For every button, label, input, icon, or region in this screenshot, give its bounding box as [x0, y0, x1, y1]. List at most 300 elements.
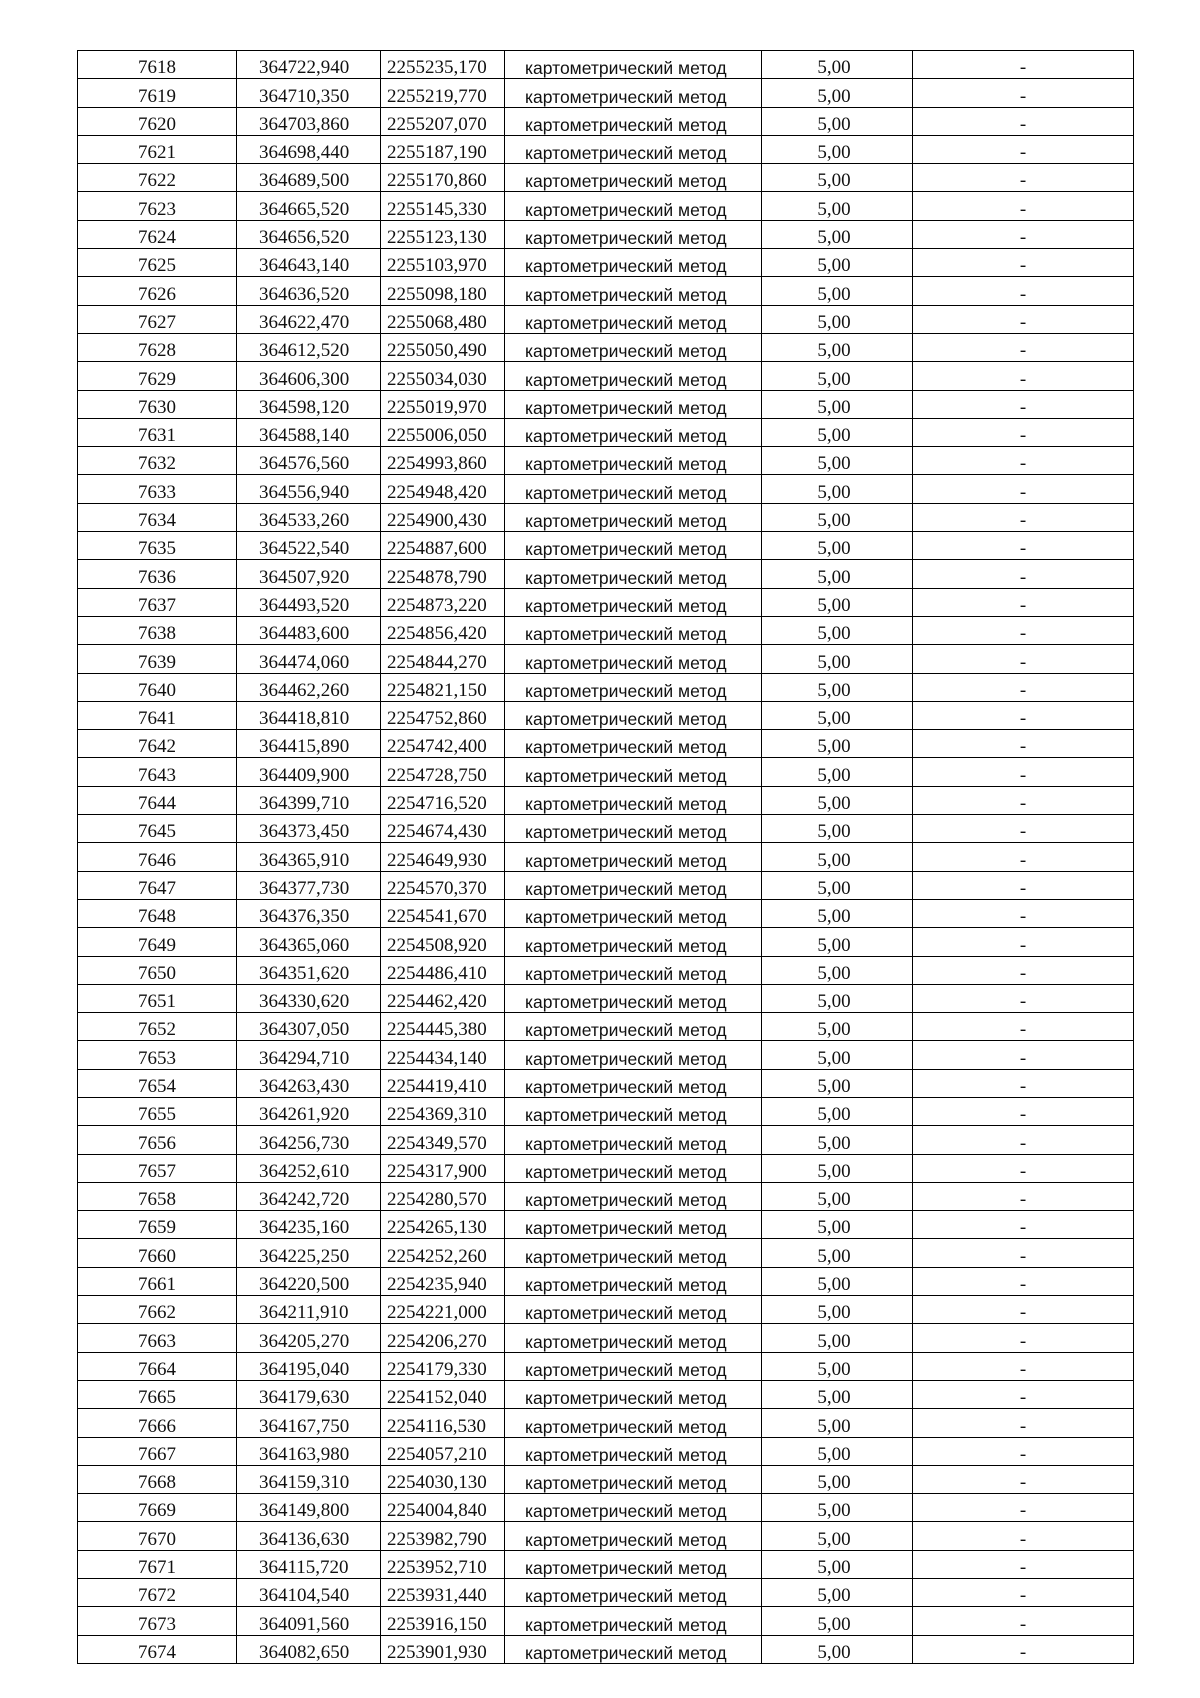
y-coordinate-cell: 2254280,570 [381, 1182, 505, 1210]
error-cell: 5,00 [762, 249, 913, 277]
error-cell: 5,00 [762, 135, 913, 163]
table-row [78, 984, 1134, 1012]
point-number-cell: 7666 [78, 1409, 237, 1437]
x-coordinate-cell: 364365,910 [237, 843, 381, 871]
point-number-cell: 7651 [78, 984, 237, 1012]
x-coordinate-cell: 364082,650 [237, 1635, 381, 1663]
table-row [78, 1013, 1134, 1041]
y-coordinate-cell: 2253952,710 [381, 1550, 505, 1578]
note-cell: - [913, 1069, 1134, 1097]
table-row [78, 1522, 1134, 1550]
x-coordinate-cell: 364351,620 [237, 956, 381, 984]
method-cell: картометрический метод [505, 1522, 762, 1550]
note-cell: - [913, 984, 1134, 1012]
x-coordinate-cell: 364294,710 [237, 1041, 381, 1069]
method-cell: картометрический метод [505, 447, 762, 475]
method-cell: картометрический метод [505, 701, 762, 729]
error-cell: 5,00 [762, 956, 913, 984]
table-row [78, 701, 1134, 729]
error-cell: 5,00 [762, 871, 913, 899]
table-row [78, 616, 1134, 644]
note-cell: - [913, 532, 1134, 560]
method-cell: картометрический метод [505, 1239, 762, 1267]
table-row [78, 730, 1134, 758]
note-cell: - [913, 645, 1134, 673]
method-cell: картометрический метод [505, 1635, 762, 1663]
note-cell: - [913, 249, 1134, 277]
method-cell: картометрический метод [505, 871, 762, 899]
y-coordinate-cell: 2254570,370 [381, 871, 505, 899]
y-coordinate-cell: 2254649,930 [381, 843, 505, 871]
table-row [78, 786, 1134, 814]
method-cell: картометрический метод [505, 1409, 762, 1437]
x-coordinate-cell: 364483,600 [237, 616, 381, 644]
method-cell: картометрический метод [505, 333, 762, 361]
error-cell: 5,00 [762, 333, 913, 361]
x-coordinate-cell: 364522,540 [237, 532, 381, 560]
x-coordinate-cell: 364533,260 [237, 503, 381, 531]
table-row [78, 51, 1134, 79]
point-number-cell: 7659 [78, 1211, 237, 1239]
x-coordinate-cell: 364179,630 [237, 1380, 381, 1408]
y-coordinate-cell: 2255219,770 [381, 79, 505, 107]
point-number-cell: 7631 [78, 418, 237, 446]
note-cell: - [913, 1465, 1134, 1493]
point-number-cell: 7624 [78, 220, 237, 248]
note-cell: - [913, 192, 1134, 220]
table-row [78, 1126, 1134, 1154]
point-number-cell: 7628 [78, 333, 237, 361]
error-cell: 5,00 [762, 843, 913, 871]
method-cell: картометрический метод [505, 1494, 762, 1522]
method-cell: картометрический метод [505, 1013, 762, 1041]
x-coordinate-cell: 364211,910 [237, 1296, 381, 1324]
point-number-cell: 7658 [78, 1182, 237, 1210]
y-coordinate-cell: 2254541,670 [381, 899, 505, 927]
error-cell: 5,00 [762, 1296, 913, 1324]
error-cell: 5,00 [762, 616, 913, 644]
error-cell: 5,00 [762, 1494, 913, 1522]
y-coordinate-cell: 2255187,190 [381, 135, 505, 163]
point-number-cell: 7673 [78, 1607, 237, 1635]
point-number-cell: 7627 [78, 305, 237, 333]
x-coordinate-cell: 364365,060 [237, 928, 381, 956]
method-cell: картометрический метод [505, 815, 762, 843]
y-coordinate-cell: 2254252,260 [381, 1239, 505, 1267]
y-coordinate-cell: 2254873,220 [381, 588, 505, 616]
x-coordinate-cell: 364220,500 [237, 1267, 381, 1295]
table-row [78, 277, 1134, 305]
note-cell: - [913, 1097, 1134, 1125]
error-cell: 5,00 [762, 1607, 913, 1635]
x-coordinate-cell: 364415,890 [237, 730, 381, 758]
y-coordinate-cell: 2254728,750 [381, 758, 505, 786]
table-row [78, 1041, 1134, 1069]
y-coordinate-cell: 2254887,600 [381, 532, 505, 560]
table-row [78, 645, 1134, 673]
method-cell: картометрический метод [505, 51, 762, 79]
x-coordinate-cell: 364507,920 [237, 560, 381, 588]
error-cell: 5,00 [762, 164, 913, 192]
error-cell: 5,00 [762, 899, 913, 927]
note-cell: - [913, 758, 1134, 786]
point-number-cell: 7626 [78, 277, 237, 305]
error-cell: 5,00 [762, 1635, 913, 1663]
x-coordinate-cell: 364409,900 [237, 758, 381, 786]
error-cell: 5,00 [762, 503, 913, 531]
method-cell: картометрический метод [505, 588, 762, 616]
note-cell: - [913, 1211, 1134, 1239]
table-row [78, 447, 1134, 475]
x-coordinate-cell: 364167,750 [237, 1409, 381, 1437]
error-cell: 5,00 [762, 1154, 913, 1182]
table-row [78, 899, 1134, 927]
point-number-cell: 7646 [78, 843, 237, 871]
x-coordinate-cell: 364330,620 [237, 984, 381, 1012]
table-row [78, 1239, 1134, 1267]
error-cell: 5,00 [762, 730, 913, 758]
note-cell: - [913, 1494, 1134, 1522]
note-cell: - [913, 51, 1134, 79]
table-row [78, 249, 1134, 277]
table-row [78, 220, 1134, 248]
point-number-cell: 7622 [78, 164, 237, 192]
note-cell: - [913, 447, 1134, 475]
y-coordinate-cell: 2254179,330 [381, 1352, 505, 1380]
method-cell: картометрический метод [505, 843, 762, 871]
table-row [78, 1296, 1134, 1324]
error-cell: 5,00 [762, 928, 913, 956]
note-cell: - [913, 786, 1134, 814]
error-cell: 5,00 [762, 1324, 913, 1352]
point-number-cell: 7637 [78, 588, 237, 616]
note-cell: - [913, 1409, 1134, 1437]
x-coordinate-cell: 364703,860 [237, 107, 381, 135]
table-row [78, 1182, 1134, 1210]
x-coordinate-cell: 364598,120 [237, 390, 381, 418]
method-cell: картометрический метод [505, 1097, 762, 1125]
point-number-cell: 7670 [78, 1522, 237, 1550]
point-number-cell: 7652 [78, 1013, 237, 1041]
table-row [78, 1154, 1134, 1182]
note-cell: - [913, 899, 1134, 927]
y-coordinate-cell: 2254878,790 [381, 560, 505, 588]
table-row [78, 107, 1134, 135]
y-coordinate-cell: 2254752,860 [381, 701, 505, 729]
table-row [78, 362, 1134, 390]
table-row [78, 503, 1134, 531]
note-cell: - [913, 277, 1134, 305]
error-cell: 5,00 [762, 277, 913, 305]
x-coordinate-cell: 364136,630 [237, 1522, 381, 1550]
note-cell: - [913, 1126, 1134, 1154]
note-cell: - [913, 560, 1134, 588]
error-cell: 5,00 [762, 1437, 913, 1465]
note-cell: - [913, 815, 1134, 843]
table-body [78, 51, 1134, 1664]
x-coordinate-cell: 364636,520 [237, 277, 381, 305]
method-cell: картометрический метод [505, 956, 762, 984]
point-number-cell: 7674 [78, 1635, 237, 1663]
error-cell: 5,00 [762, 1182, 913, 1210]
x-coordinate-cell: 364149,800 [237, 1494, 381, 1522]
error-cell: 5,00 [762, 1465, 913, 1493]
table-row [78, 1097, 1134, 1125]
method-cell: картометрический метод [505, 1324, 762, 1352]
method-cell: картометрический метод [505, 899, 762, 927]
point-number-cell: 7665 [78, 1380, 237, 1408]
x-coordinate-cell: 364698,440 [237, 135, 381, 163]
note-cell: - [913, 362, 1134, 390]
table-row [78, 1211, 1134, 1239]
error-cell: 5,00 [762, 447, 913, 475]
y-coordinate-cell: 2255170,860 [381, 164, 505, 192]
point-number-cell: 7641 [78, 701, 237, 729]
y-coordinate-cell: 2255123,130 [381, 220, 505, 248]
point-number-cell: 7638 [78, 616, 237, 644]
error-cell: 5,00 [762, 532, 913, 560]
table-row [78, 815, 1134, 843]
x-coordinate-cell: 364493,520 [237, 588, 381, 616]
point-number-cell: 7619 [78, 79, 237, 107]
method-cell: картометрический метод [505, 305, 762, 333]
x-coordinate-cell: 364373,450 [237, 815, 381, 843]
table-row [78, 164, 1134, 192]
note-cell: - [913, 843, 1134, 871]
point-number-cell: 7625 [78, 249, 237, 277]
error-cell: 5,00 [762, 220, 913, 248]
point-number-cell: 7636 [78, 560, 237, 588]
y-coordinate-cell: 2253931,440 [381, 1579, 505, 1607]
note-cell: - [913, 1239, 1134, 1267]
x-coordinate-cell: 364474,060 [237, 645, 381, 673]
y-coordinate-cell: 2254462,420 [381, 984, 505, 1012]
x-coordinate-cell: 364418,810 [237, 701, 381, 729]
coordinates-table [77, 50, 1134, 1664]
method-cell: картометрический метод [505, 1069, 762, 1097]
note-cell: - [913, 164, 1134, 192]
error-cell: 5,00 [762, 560, 913, 588]
note-cell: - [913, 701, 1134, 729]
x-coordinate-cell: 364195,040 [237, 1352, 381, 1380]
error-cell: 5,00 [762, 645, 913, 673]
point-number-cell: 7650 [78, 956, 237, 984]
table-row [78, 673, 1134, 701]
x-coordinate-cell: 364225,250 [237, 1239, 381, 1267]
y-coordinate-cell: 2254434,140 [381, 1041, 505, 1069]
method-cell: картометрический метод [505, 673, 762, 701]
x-coordinate-cell: 364163,980 [237, 1437, 381, 1465]
point-number-cell: 7643 [78, 758, 237, 786]
method-cell: картометрический метод [505, 1607, 762, 1635]
table-row [78, 1324, 1134, 1352]
point-number-cell: 7672 [78, 1579, 237, 1607]
error-cell: 5,00 [762, 475, 913, 503]
method-cell: картометрический метод [505, 390, 762, 418]
error-cell: 5,00 [762, 418, 913, 446]
x-coordinate-cell: 364377,730 [237, 871, 381, 899]
y-coordinate-cell: 2255103,970 [381, 249, 505, 277]
y-coordinate-cell: 2254235,940 [381, 1267, 505, 1295]
point-number-cell: 7662 [78, 1296, 237, 1324]
x-coordinate-cell: 364556,940 [237, 475, 381, 503]
x-coordinate-cell: 364091,560 [237, 1607, 381, 1635]
x-coordinate-cell: 364376,350 [237, 899, 381, 927]
y-coordinate-cell: 2255098,180 [381, 277, 505, 305]
note-cell: - [913, 220, 1134, 248]
y-coordinate-cell: 2254716,520 [381, 786, 505, 814]
point-number-cell: 7630 [78, 390, 237, 418]
table-row [78, 1267, 1134, 1295]
y-coordinate-cell: 2254004,840 [381, 1494, 505, 1522]
method-cell: картометрический метод [505, 645, 762, 673]
y-coordinate-cell: 2255034,030 [381, 362, 505, 390]
table-row [78, 390, 1134, 418]
y-coordinate-cell: 2254508,920 [381, 928, 505, 956]
y-coordinate-cell: 2254317,900 [381, 1154, 505, 1182]
method-cell: картометрический метод [505, 192, 762, 220]
error-cell: 5,00 [762, 1550, 913, 1578]
error-cell: 5,00 [762, 1267, 913, 1295]
point-number-cell: 7660 [78, 1239, 237, 1267]
point-number-cell: 7645 [78, 815, 237, 843]
table-row [78, 928, 1134, 956]
table-row [78, 843, 1134, 871]
x-coordinate-cell: 364115,720 [237, 1550, 381, 1578]
note-cell: - [913, 1635, 1134, 1663]
x-coordinate-cell: 364665,520 [237, 192, 381, 220]
error-cell: 5,00 [762, 107, 913, 135]
point-number-cell: 7623 [78, 192, 237, 220]
point-number-cell: 7644 [78, 786, 237, 814]
method-cell: картометрический метод [505, 1154, 762, 1182]
method-cell: картометрический метод [505, 1267, 762, 1295]
note-cell: - [913, 79, 1134, 107]
method-cell: картометрический метод [505, 1126, 762, 1154]
error-cell: 5,00 [762, 1409, 913, 1437]
table-row [78, 1352, 1134, 1380]
point-number-cell: 7654 [78, 1069, 237, 1097]
table-row [78, 532, 1134, 560]
table-row [78, 79, 1134, 107]
y-coordinate-cell: 2254349,570 [381, 1126, 505, 1154]
note-cell: - [913, 503, 1134, 531]
point-number-cell: 7653 [78, 1041, 237, 1069]
method-cell: картометрический метод [505, 1579, 762, 1607]
note-cell: - [913, 305, 1134, 333]
method-cell: картометрический метод [505, 786, 762, 814]
table-row [78, 1607, 1134, 1635]
method-cell: картометрический метод [505, 616, 762, 644]
error-cell: 5,00 [762, 1239, 913, 1267]
point-number-cell: 7669 [78, 1494, 237, 1522]
point-number-cell: 7618 [78, 51, 237, 79]
error-cell: 5,00 [762, 758, 913, 786]
error-cell: 5,00 [762, 1126, 913, 1154]
note-cell: - [913, 928, 1134, 956]
table-row [78, 871, 1134, 899]
note-cell: - [913, 1267, 1134, 1295]
x-coordinate-cell: 364622,470 [237, 305, 381, 333]
y-coordinate-cell: 2254844,270 [381, 645, 505, 673]
point-number-cell: 7656 [78, 1126, 237, 1154]
point-number-cell: 7657 [78, 1154, 237, 1182]
method-cell: картометрический метод [505, 1211, 762, 1239]
note-cell: - [913, 333, 1134, 361]
y-coordinate-cell: 2254742,400 [381, 730, 505, 758]
y-coordinate-cell: 2253916,150 [381, 1607, 505, 1635]
note-cell: - [913, 1352, 1134, 1380]
y-coordinate-cell: 2255235,170 [381, 51, 505, 79]
error-cell: 5,00 [762, 815, 913, 843]
point-number-cell: 7647 [78, 871, 237, 899]
table-row [78, 758, 1134, 786]
y-coordinate-cell: 2254821,150 [381, 673, 505, 701]
point-number-cell: 7635 [78, 532, 237, 560]
y-coordinate-cell: 2254486,410 [381, 956, 505, 984]
y-coordinate-cell: 2255207,070 [381, 107, 505, 135]
x-coordinate-cell: 364242,720 [237, 1182, 381, 1210]
point-number-cell: 7655 [78, 1097, 237, 1125]
error-cell: 5,00 [762, 51, 913, 79]
point-number-cell: 7632 [78, 447, 237, 475]
error-cell: 5,00 [762, 79, 913, 107]
note-cell: - [913, 1041, 1134, 1069]
point-number-cell: 7620 [78, 107, 237, 135]
note-cell: - [913, 1154, 1134, 1182]
y-coordinate-cell: 2254265,130 [381, 1211, 505, 1239]
method-cell: картометрический метод [505, 418, 762, 446]
x-coordinate-cell: 364252,610 [237, 1154, 381, 1182]
method-cell: картометрический метод [505, 475, 762, 503]
note-cell: - [913, 1522, 1134, 1550]
y-coordinate-cell: 2255068,480 [381, 305, 505, 333]
table-row [78, 418, 1134, 446]
method-cell: картометрический метод [505, 928, 762, 956]
method-cell: картометрический метод [505, 220, 762, 248]
table-row [78, 956, 1134, 984]
x-coordinate-cell: 364722,940 [237, 51, 381, 79]
error-cell: 5,00 [762, 1097, 913, 1125]
note-cell: - [913, 475, 1134, 503]
x-coordinate-cell: 364643,140 [237, 249, 381, 277]
note-cell: - [913, 135, 1134, 163]
y-coordinate-cell: 2253901,930 [381, 1635, 505, 1663]
x-coordinate-cell: 364307,050 [237, 1013, 381, 1041]
point-number-cell: 7668 [78, 1465, 237, 1493]
error-cell: 5,00 [762, 305, 913, 333]
note-cell: - [913, 616, 1134, 644]
point-number-cell: 7639 [78, 645, 237, 673]
error-cell: 5,00 [762, 1380, 913, 1408]
y-coordinate-cell: 2254445,380 [381, 1013, 505, 1041]
x-coordinate-cell: 364159,310 [237, 1465, 381, 1493]
y-coordinate-cell: 2255006,050 [381, 418, 505, 446]
note-cell: - [913, 1579, 1134, 1607]
y-coordinate-cell: 2254900,430 [381, 503, 505, 531]
error-cell: 5,00 [762, 786, 913, 814]
note-cell: - [913, 1380, 1134, 1408]
method-cell: картометрический метод [505, 730, 762, 758]
point-number-cell: 7633 [78, 475, 237, 503]
x-coordinate-cell: 364104,540 [237, 1579, 381, 1607]
point-number-cell: 7661 [78, 1267, 237, 1295]
y-coordinate-cell: 2254674,430 [381, 815, 505, 843]
y-coordinate-cell: 2254116,530 [381, 1409, 505, 1437]
method-cell: картометрический метод [505, 1352, 762, 1380]
method-cell: картометрический метод [505, 1550, 762, 1578]
note-cell: - [913, 390, 1134, 418]
